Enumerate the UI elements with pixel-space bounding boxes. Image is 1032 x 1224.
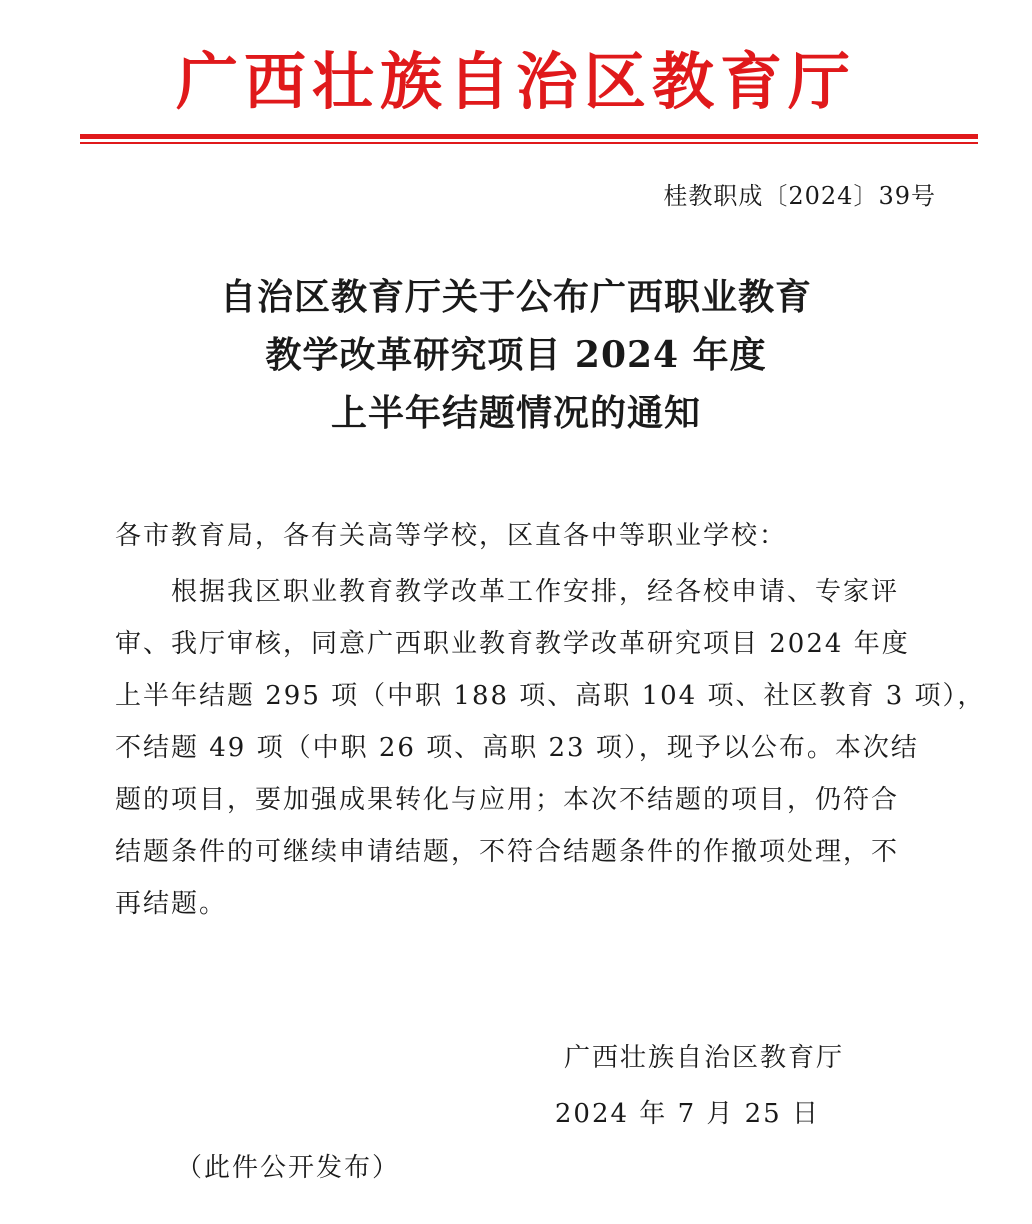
body-line: 再结题。 [115, 889, 228, 919]
title-line: 上半年结题情况的通知 [330, 392, 701, 434]
body-line: 上半年结题 295 项（中职 188 项、高职 104 项、社区教育 3 项）， [115, 681, 986, 711]
masthead-rule-thin [80, 142, 978, 144]
body-paragraph [115, 566, 986, 930]
body-line: 审、我厅审核，同意广西职业教育教学改革研究项目 2024 年度 [115, 629, 910, 659]
title-line: 自治区教育厅关于公布广西职业教育 [219, 276, 812, 318]
issue-date: 2024 年 7 月 25 日 [554, 1099, 820, 1129]
issuer-signature: 广西壮族自治区教育厅 [563, 1043, 844, 1073]
body-line: 不结题 49 项（中职 26 项、高职 23 项），现予以公布。本次结 [115, 733, 919, 763]
issuer-masthead: 广西壮族自治区教育厅 [175, 45, 856, 118]
body-line: 根据我区职业教育教学改革工作安排，经各校申请、专家评 [115, 577, 900, 607]
body-line: 题的项目，要加强成果转化与应用；本次不结题的项目，仍符合 [115, 785, 900, 815]
publish-note: （此件公开发布） [176, 1153, 401, 1183]
masthead-rule-thick [80, 134, 978, 139]
document-number: 桂教职成〔2024〕39号 [663, 182, 936, 210]
salutation: 各市教育局，各有关高等学校，区直各中等职业学校： [115, 521, 788, 551]
document-title [0, 268, 1032, 442]
body-line: 结题条件的可继续申请结题，不符合结题条件的作撤项处理，不 [115, 837, 900, 867]
title-line: 教学改革研究项目 2024 年度 [265, 334, 767, 376]
